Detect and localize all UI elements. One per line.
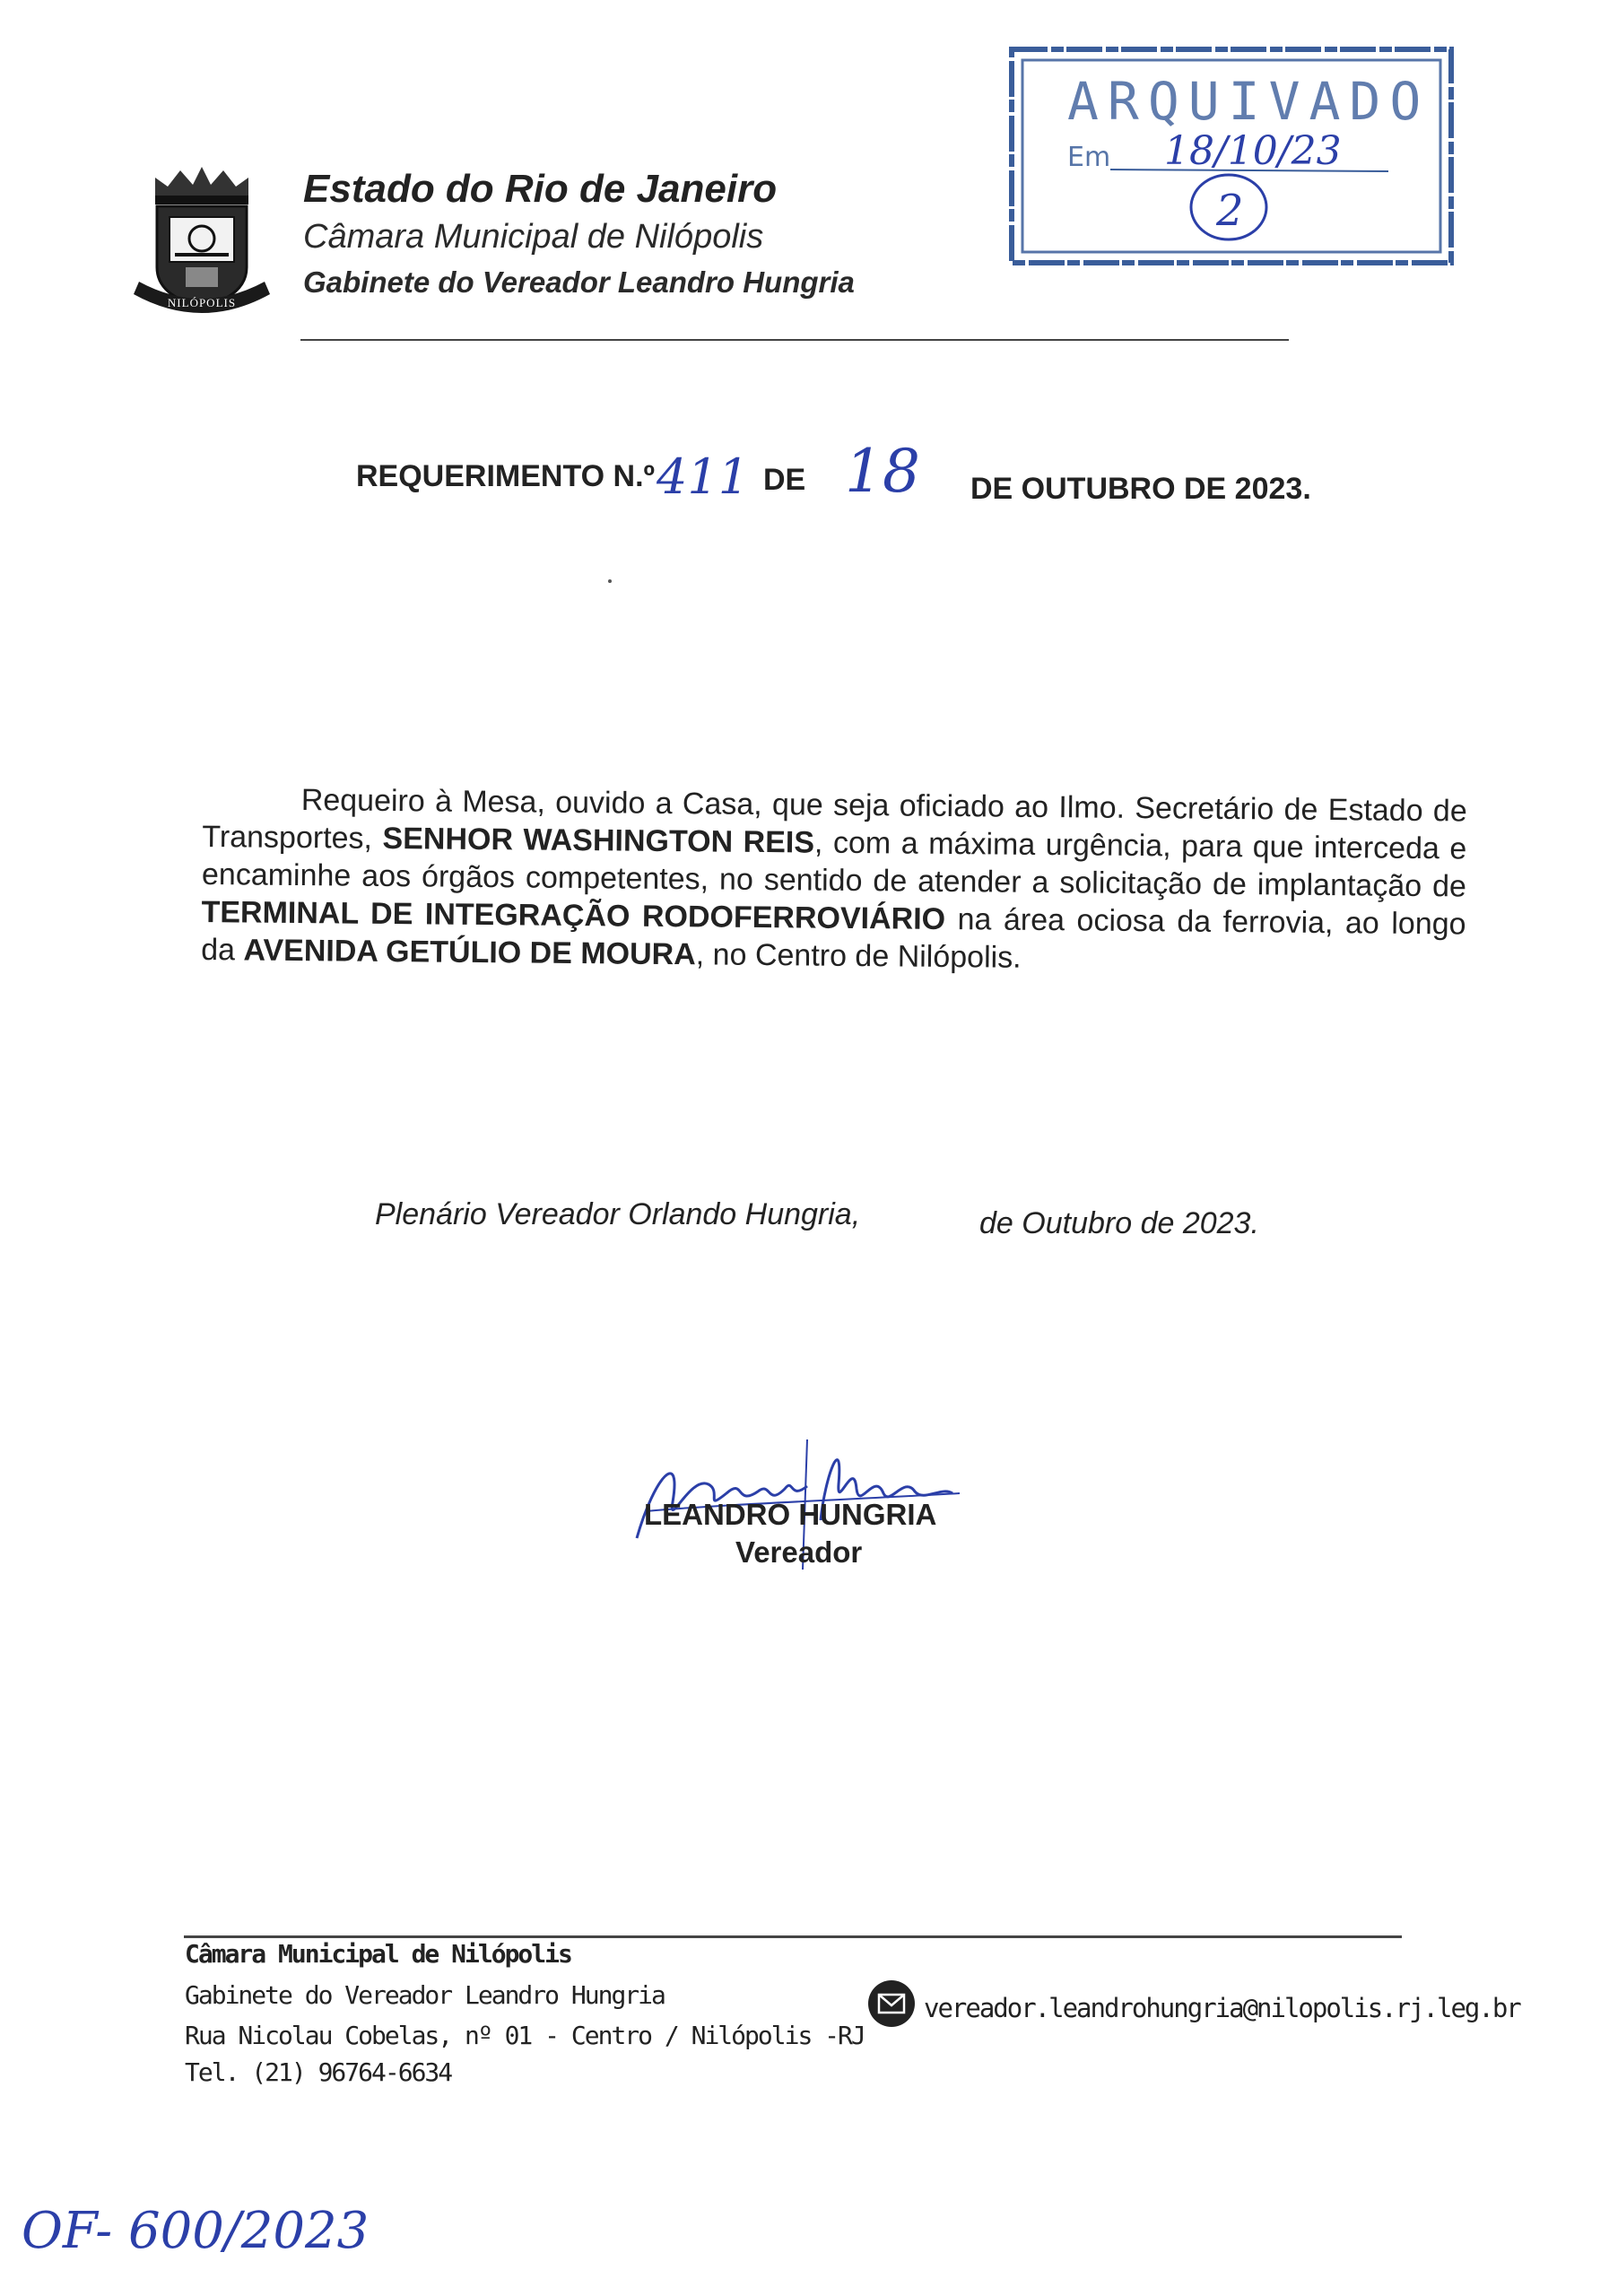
signer-name: LEANDRO HUNGRIA xyxy=(644,1498,937,1531)
footer-address: Rua Nicolau Cobelas, nº 01 - Centro / Nilópolis -RJ xyxy=(185,2021,865,2050)
title-de: DE xyxy=(763,463,806,497)
crest-label: NILÓPOLIS xyxy=(167,296,237,309)
header-office: Gabinete do Vereador Leandro Hungria xyxy=(303,265,855,299)
mail-icon xyxy=(868,1980,915,2027)
title-prefix: REQUERIMENTO N.º xyxy=(356,459,655,493)
stamp-date: 18/10/23 xyxy=(1164,128,1342,174)
request-day: 18 xyxy=(845,437,920,506)
footer-org: Câmara Municipal de Nilópolis xyxy=(185,1939,571,1969)
body-avenue: AVENIDA GETÚLIO DE MOURA xyxy=(243,933,696,972)
stamp-note: 2 xyxy=(1216,186,1244,236)
footer-email[interactable]: vereador.leandrohungria@nilopolis.rj.leg.br xyxy=(924,1993,1520,2023)
title-suffix: DE OUTUBRO DE 2023. xyxy=(970,472,1311,506)
municipal-crest-icon xyxy=(130,161,274,323)
stamp-title: ARQUIVADO xyxy=(1067,71,1431,132)
request-number-handwritten xyxy=(653,445,750,505)
body-segment: Requeiro à Mesa, ouvido a Casa, que seja oficiado ao Ilmo. Secretário de Estado de Transportes, xyxy=(202,783,1467,856)
stamp-prefix: Em xyxy=(1067,142,1111,173)
closing-date: de Outubro de 2023. xyxy=(979,1206,1259,1240)
closing-place: Plenário Vereador Orlando Hungria, xyxy=(375,1197,861,1231)
footer-divider xyxy=(184,1935,1402,1938)
request-day-handwritten xyxy=(843,429,918,504)
request-number: 411 xyxy=(657,448,750,505)
footer-office: Gabinete do Vereador Leandro Hungria xyxy=(185,1980,665,2010)
archived-stamp xyxy=(1003,40,1460,275)
handwritten-annotation xyxy=(18,2188,370,2269)
request-body xyxy=(201,780,1467,981)
annotation-text: OF- 600/2023 xyxy=(22,2202,370,2260)
footer-phone: Tel. (21) 96764-6634 xyxy=(185,2057,452,2087)
body-segment: , no Centro de Nilópolis. xyxy=(695,937,1022,975)
body-addressee: SENHOR WASHINGTON REIS xyxy=(382,821,815,860)
body-segment: na área ociosa da ferrovia, ao longo da xyxy=(201,901,1466,968)
signer-role: Vereador xyxy=(735,1535,863,1569)
body-segment: , com a máxima urgência, para que interceda e encaminhe aos órgãos competentes, no sentido de atender a solicitação de implantação de xyxy=(201,825,1467,904)
header-chamber: Câmara Municipal de Nilópolis xyxy=(303,218,764,256)
header-state: Estado do Rio de Janeiro xyxy=(303,167,778,211)
stray-mark xyxy=(608,579,612,583)
body-terminal: TERMINAL DE INTEGRAÇÃO RODOFERROVIÁRIO xyxy=(201,894,946,936)
header-divider xyxy=(300,339,1289,341)
